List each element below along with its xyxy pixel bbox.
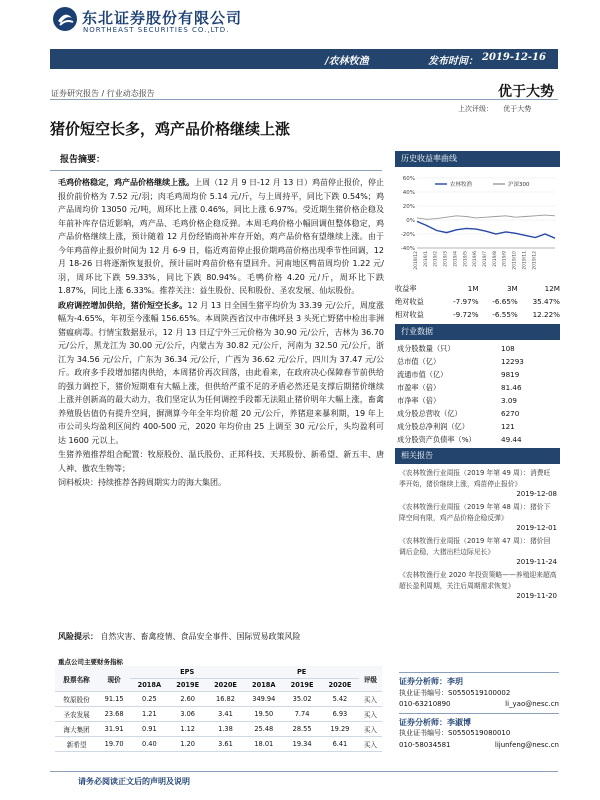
section-related-title: 相关报告 bbox=[401, 451, 433, 460]
stock-value: 1.38 bbox=[207, 722, 245, 737]
returns-header: 12M bbox=[544, 284, 560, 293]
analyst-email[interactable]: lijunfeng@nesc.cn bbox=[494, 740, 559, 749]
paragraph-broiler-text: 上周（12 月 9 日-12 月 13 日）鸡苗停止报价，停止报价前价格为 7.52 元/羽；肉毛鸡周均价 5.14 元/斤，与上周持平，同比下跌 0.54%；鸡产品周均价 13050 元/吨，周环比上涨 0.46%，同比上涨 6.97%。受近期生猪价格企稳及年前补库存信近影响，鸡产品、毛鸡价格企稳反弹。本周毛鸡价格小幅回调但整体稳定，鸡产品价格继续上涨，预计随着 12 月份经销商补库存开始，鸡产品价格有望继续上涨。由于今年鸡苗停止报价时间为 12 月 6-9 日，临近鸡苗停止报价期鸡苗价格出现季节性回调，12 月 18-26 日将逐渐恢复报价，预计届时鸡苗价格有望回升。河南地区鸭苗周均价 1.22 元/羽，周环比下跌 59.33%，同比下跌 80.94%。毛鸭价格 4.20 元/斤，周环比下跌 1.87%，同比上涨 6.33%。推荐关注：益生股份、民和股份、圣农发展、仙坛股份。 bbox=[58, 178, 384, 295]
industry-value: 108 bbox=[501, 344, 515, 353]
rating-previous bbox=[458, 104, 531, 114]
analyst-cert bbox=[399, 688, 559, 700]
industry-label: 成分股数量（只） bbox=[397, 343, 455, 353]
industry-label: 成分股总营收（亿） bbox=[397, 408, 462, 418]
industry-value: 9819 bbox=[501, 370, 520, 379]
analyst-phone: 010-58034581 bbox=[399, 740, 451, 749]
table-row bbox=[55, 722, 382, 737]
analyst-cert-number: S0550519080010 bbox=[448, 729, 511, 737]
stock-value: 7.74 bbox=[283, 707, 321, 722]
industry-value: 3.09 bbox=[501, 396, 518, 405]
analyst-card bbox=[399, 713, 559, 752]
summary-body bbox=[58, 176, 384, 491]
industry-value: 49.44 bbox=[501, 435, 522, 444]
table-row bbox=[55, 707, 382, 722]
rating-previous-value: 优于大势 bbox=[503, 105, 532, 113]
stock-value: 19.34 bbox=[283, 737, 321, 752]
returns-header-row bbox=[395, 282, 560, 295]
analyst-phone: 010-63210890 bbox=[399, 700, 451, 708]
paragraph-feed: 饲料板块：持续推荐各跨周期实力的海大集团。 bbox=[58, 478, 226, 487]
section-history-title: 历史收益率曲线 bbox=[401, 154, 457, 163]
returns-row bbox=[395, 295, 560, 308]
related-report-item[interactable] bbox=[399, 536, 557, 566]
risk-note bbox=[58, 631, 301, 642]
y-tick-label: 20% bbox=[402, 204, 415, 210]
summary-divider bbox=[50, 170, 382, 171]
x-tick-label: 2019/12 bbox=[532, 251, 538, 270]
stock-value: 16.82 bbox=[207, 692, 245, 707]
paragraph-hog-text: 12 月 13 日全国生猪平均价为 33.39 元/公斤，周度涨幅为-4.65%，年初至今涨幅 156.65%。本周陕西省汉中市佛坪县 3 头死亡野猪中检出非洲猪瘟病毒。行情宝数据显示，12 月 13 日辽宁外三元价格为 30.90 元/公斤，吉林为 36.70 元/公斤，黑龙江为 30.00 元/公斤，内蒙古为 30.82 元/公斤，河南为 32.50 元/公斤，浙江为 34.56 元/公斤，广东为 36.34 元/公斤，广西为 36.62 元/公斤，四川为 37.47 元/公斤。政府多手段增加猪肉供给，本周猪价再次回落，由此看来，在政府决心保障春节前供给的强力调控下，猪价短期难有大幅上涨，但供给严重不足的矛盾必然还是支撑后期猪价继续上涨并创新高的最大动力，我们坚定认为任何调控手段都无法阻止猪价明年大幅上涨，畜禽养殖股估值仍有提升空间，摒测算今年全年均价超 20 元/公斤，养猪迎来暴利期，19 年上市公司头均盈利区间约 400-500 元，2020 年均价由 25 上调至 30 元/公斤，头均盈利可达 1600 元以上。 bbox=[58, 300, 385, 445]
stock-rating: 买入 bbox=[359, 722, 382, 737]
analyst-cert-label: 执业证书编号： bbox=[399, 688, 448, 697]
header-divider bbox=[50, 99, 558, 100]
analyst-contact bbox=[399, 740, 559, 752]
paragraph-hog-lead: 政府调控增加供给，猪价短空长多。 bbox=[58, 300, 188, 310]
industry-row bbox=[397, 407, 557, 420]
stock-value: 28.55 bbox=[283, 722, 321, 737]
footer-divider bbox=[50, 771, 558, 772]
paragraph-broiler-lead: 毛鸡价格稳定，鸡产品价格继续上涨。 bbox=[58, 178, 195, 187]
company-name-en: NORTHEAST SECURITIES CO.,LTD. bbox=[83, 26, 230, 34]
returns-label: 绝对收益 bbox=[395, 296, 424, 306]
industry-row bbox=[397, 433, 557, 446]
x-tick-label: 2019/5 bbox=[463, 251, 469, 267]
history-chart bbox=[395, 170, 560, 280]
risk-label: 风险提示： bbox=[58, 632, 98, 641]
returns-value: -9.72% bbox=[453, 310, 479, 319]
legend-label: 沪深300 bbox=[508, 182, 530, 188]
history-chart-svg bbox=[395, 170, 560, 280]
risk-text: 自然灾害、畜禽疫情、食品安全事件、国际贸易政策风险 bbox=[100, 632, 301, 641]
related-reports bbox=[399, 468, 557, 600]
analyst-cert bbox=[399, 728, 559, 740]
y-tick-label: 40% bbox=[402, 190, 415, 196]
x-tick-label: 2019/1 bbox=[423, 251, 429, 267]
th-rating: 评级 bbox=[359, 666, 382, 692]
industry-label: 市净率（倍） bbox=[397, 395, 441, 405]
stock-table bbox=[55, 666, 382, 752]
x-tick-label: 2019/3 bbox=[443, 251, 449, 267]
industry-label: 市盈率（倍） bbox=[397, 382, 441, 392]
stock-value: 18.01 bbox=[244, 737, 283, 752]
y-tick-label: 60% bbox=[402, 176, 415, 182]
analyst-name: 证券分析师：李淑博 bbox=[399, 717, 471, 727]
returns-value: -6.55% bbox=[492, 310, 518, 319]
th-year: 2019E bbox=[283, 679, 321, 692]
stock-name: 海大集团 bbox=[55, 722, 98, 737]
stock-value: 3.61 bbox=[207, 737, 245, 752]
stock-value: 6.41 bbox=[321, 737, 359, 752]
returns-row bbox=[395, 308, 560, 321]
publish-date: 2019-12-16 bbox=[482, 52, 546, 63]
stock-price: 91.15 bbox=[98, 692, 130, 707]
th-year: 2019E bbox=[169, 679, 207, 692]
stock-value: 0.25 bbox=[130, 692, 169, 707]
stock-value: 25.48 bbox=[244, 722, 283, 737]
stock-value: 1.12 bbox=[169, 722, 207, 737]
stock-price: 23.68 bbox=[98, 707, 130, 722]
stock-value: 19.29 bbox=[321, 722, 359, 737]
returns-value: -7.97% bbox=[453, 297, 479, 306]
stock-value: 5.42 bbox=[321, 692, 359, 707]
analyst-cert-number: S0550519100002 bbox=[448, 688, 511, 697]
stock-name: 圣农发展 bbox=[55, 707, 98, 722]
industry-row bbox=[397, 420, 557, 433]
x-tick-label: 2019/9 bbox=[502, 251, 508, 267]
returns-header: 1M bbox=[467, 284, 479, 293]
th-year: 2020E bbox=[207, 679, 245, 692]
related-report-date: 2019-12-08 bbox=[516, 490, 557, 498]
stock-value: 0.40 bbox=[130, 737, 169, 752]
returns-header: 收益率 bbox=[395, 283, 417, 293]
date-label: 发布时间： bbox=[428, 56, 478, 67]
analyst-card bbox=[399, 672, 559, 711]
industry-value: 121 bbox=[501, 422, 515, 431]
returns-label: 相对收益 bbox=[395, 309, 424, 319]
paragraph-hog-picks: 生猪养殖推荐组合配置：牧原股份、温氏股份、正邦科技、天邦股份、新希望、新五丰、唐人神、傲农生物等； bbox=[58, 450, 384, 473]
related-report-item[interactable] bbox=[399, 468, 557, 498]
industry-row bbox=[397, 355, 557, 368]
table-row bbox=[55, 737, 382, 752]
stock-value: 349.94 bbox=[244, 692, 283, 707]
stock-table-caption: 重点公司主要财务指标 bbox=[58, 658, 123, 666]
stock-value: 2.60 bbox=[169, 692, 207, 707]
industry-label: /农林牧渔 bbox=[325, 56, 369, 67]
stock-price: 19.70 bbox=[98, 737, 130, 752]
related-report-item[interactable] bbox=[399, 570, 557, 600]
related-report-date: 2019-12-01 bbox=[516, 524, 557, 532]
section-industry-title: 行业数据 bbox=[401, 327, 433, 336]
analyst-name: 证券分析师：李玥 bbox=[399, 677, 463, 686]
related-report-title: 《农林牧渔行业周报（2019 年第 48 周）：猪价下降空间有限，鸡产品价格企稳反弹》 bbox=[399, 503, 551, 522]
industry-row bbox=[397, 342, 557, 355]
returns-header: 3M bbox=[506, 284, 518, 293]
related-report-title: 《农林牧渔行业 2020 年投资策略——养殖迎来超高超长盈利周期，关注后周期需求恢复》 bbox=[399, 571, 557, 590]
stock-value: 1.20 bbox=[169, 737, 207, 752]
industry-label: 成分股总净利润（亿） bbox=[397, 421, 469, 431]
returns-value: -6.65% bbox=[492, 297, 518, 306]
industry-label: 成分股资产负债率（%） bbox=[397, 434, 476, 444]
stock-value: 35.02 bbox=[283, 692, 321, 707]
stock-value: 1.21 bbox=[130, 707, 169, 722]
company-logo bbox=[52, 6, 78, 32]
top-bar bbox=[50, 49, 558, 69]
company-name-cn: 东北证券股份有限公司 bbox=[82, 9, 243, 27]
th-year: 2018A bbox=[130, 679, 169, 692]
industry-value: 12293 bbox=[501, 357, 524, 366]
returns-table bbox=[395, 282, 560, 321]
industry-value: 81.46 bbox=[501, 383, 522, 392]
th-name: 股票名称 bbox=[55, 666, 98, 692]
section-history-header bbox=[395, 151, 560, 167]
x-tick-label: 2019/10 bbox=[512, 251, 518, 270]
stock-price: 31.91 bbox=[98, 722, 130, 737]
paragraph-hog bbox=[58, 299, 384, 448]
industry-row bbox=[397, 368, 557, 381]
industry-row bbox=[397, 381, 557, 394]
series-line-sector bbox=[417, 221, 555, 238]
paragraph-broiler bbox=[58, 176, 384, 298]
industry-data-table bbox=[397, 342, 557, 446]
industry-value: 6270 bbox=[501, 409, 520, 418]
stock-value: 0.91 bbox=[130, 722, 169, 737]
y-tick-label: 0% bbox=[406, 218, 415, 224]
x-tick-label: 2019/6 bbox=[473, 251, 479, 267]
industry-row bbox=[397, 394, 557, 407]
analyst-block bbox=[399, 672, 559, 751]
x-tick-label: 2019/2 bbox=[433, 251, 439, 267]
th-year: 2020E bbox=[321, 679, 359, 692]
returns-value: 35.47% bbox=[532, 297, 560, 306]
y-tick-label: -20% bbox=[400, 232, 415, 238]
y-tick-label: -40% bbox=[400, 246, 415, 252]
th-year: 2018A bbox=[244, 679, 283, 692]
stock-name: 新希望 bbox=[55, 737, 98, 752]
stock-name: 牧原股份 bbox=[55, 692, 98, 707]
stock-value: 3.41 bbox=[207, 707, 245, 722]
report-title: 猪价短空长多，鸡产品价格继续上涨 bbox=[50, 120, 291, 138]
related-report-date: 2019-11-20 bbox=[516, 592, 557, 600]
x-tick-label: 2018/12 bbox=[414, 251, 419, 270]
stock-rating: 买入 bbox=[359, 707, 382, 722]
x-tick-label: 2019/11 bbox=[522, 251, 528, 270]
section-related-header bbox=[395, 448, 560, 464]
rating-current: 优于大势 bbox=[498, 84, 554, 100]
stock-value: 19.50 bbox=[244, 707, 283, 722]
summary-heading: 报告摘要： bbox=[60, 155, 106, 165]
series-line-index bbox=[417, 215, 555, 219]
stock-value: 6.93 bbox=[321, 707, 359, 722]
stock-rating: 买入 bbox=[359, 737, 382, 752]
returns-value: 12.22% bbox=[532, 310, 560, 319]
industry-label: 流通市值（亿） bbox=[397, 369, 448, 379]
related-report-title: 《农林牧渔行业周报（2019 年第 47 周）：猪价回调后企稳，大猪出栏边际见长》 bbox=[399, 537, 551, 556]
industry-label: 总市值（亿） bbox=[397, 356, 441, 366]
analyst-cert-label: 执业证书编号： bbox=[399, 729, 448, 737]
x-tick-label: 2019/4 bbox=[453, 251, 459, 267]
breadcrumb: 证券研究报告 / 行业动态报告 bbox=[51, 89, 155, 98]
related-report-title: 《农林牧渔行业周报（2019 年第 49 周）：消费旺季开始，猪价继续上涨，鸡苗停止报价》 bbox=[399, 469, 551, 488]
section-industry-header bbox=[395, 324, 560, 340]
x-tick-label: 2019/8 bbox=[492, 251, 498, 267]
rating-previous-label: 上次评级： bbox=[458, 105, 493, 113]
stock-value: 3.06 bbox=[169, 707, 207, 722]
legend-label: 农林牧渔 bbox=[450, 182, 473, 188]
stock-rating: 买入 bbox=[359, 692, 382, 707]
analyst-contact bbox=[399, 699, 559, 711]
th-eps: EPS bbox=[130, 666, 244, 679]
th-pe: PE bbox=[244, 666, 358, 679]
related-report-item[interactable] bbox=[399, 502, 557, 532]
related-report-date: 2019-11-24 bbox=[516, 558, 557, 566]
x-tick-label: 2019/7 bbox=[483, 251, 488, 267]
analyst-email[interactable]: li_yao@nesc.cn bbox=[505, 700, 559, 708]
footer-note: 请务必阅读正文后的声明及说明 bbox=[78, 777, 190, 786]
th-price: 现价 bbox=[98, 666, 130, 692]
table-row bbox=[55, 692, 382, 707]
